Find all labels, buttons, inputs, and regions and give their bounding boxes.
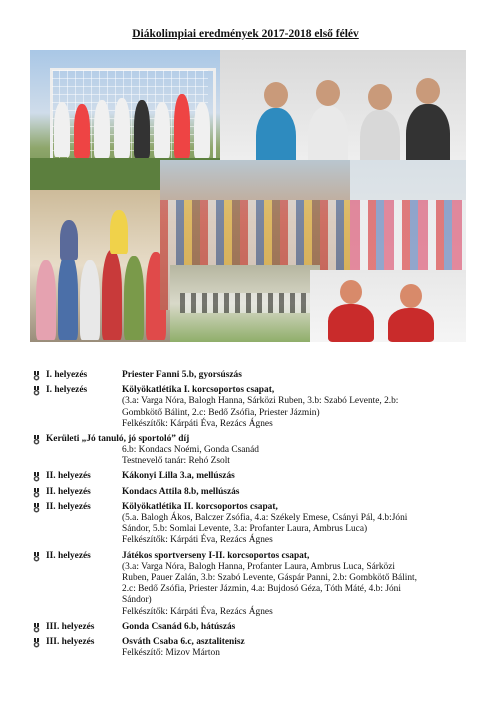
result-details — [122, 385, 473, 430]
result-details — [122, 487, 473, 498]
result-line: Gombkötő Bálint, 2.c: Bedő Zsófia, Priester Jázmin) — [122, 407, 320, 418]
result-title: Osváth Csaba 6.c, asztalitenisz — [122, 637, 245, 648]
photo-collage — [30, 50, 466, 342]
medal-icon — [33, 488, 40, 498]
result-line: 6.b: Kondacs Noémi, Gonda Csanád — [122, 445, 259, 456]
result-details — [122, 637, 473, 659]
result-line: 2.c: Bedő Zsófia, Priester Jázmin, 4.a: Bujdosó Géza, Tóth Máté, 4.b: Jóni — [122, 584, 401, 595]
result-line: Felkészítők: Kárpáti Éva, Rezács Ágnes — [122, 535, 273, 546]
result-row — [33, 370, 473, 381]
medal-icon — [33, 435, 40, 445]
result-row — [33, 471, 473, 482]
medal-icon — [33, 386, 40, 396]
result-place: I. helyezés — [46, 370, 88, 380]
results-list — [33, 370, 473, 663]
medal-icon — [33, 638, 40, 648]
result-place: III. helyezés — [46, 637, 95, 648]
result-place: I. helyezés — [46, 385, 88, 396]
result-place: II. helyezés — [46, 471, 91, 482]
result-place: II. helyezés — [46, 501, 91, 512]
result-row — [33, 434, 473, 467]
result-title: Priester Fanni 5.b, gyorsúszás — [122, 370, 242, 380]
result-line: Felkészítők: Kárpáti Éva, Rezács Ágnes — [122, 606, 273, 617]
result-row — [33, 551, 473, 618]
result-row — [33, 385, 473, 430]
result-details — [122, 471, 473, 482]
result-line: Ruben, Pauer Zalán, 3.b: Szabó Levente, Gáspár Panni, 2.b: Gombkötő Bálint, — [122, 573, 417, 584]
result-line: (5.a. Balogh Ákos, Balczer Zsófia, 4.a: Székely Emese, Csányi Pál, 4.b:Jóni — [122, 513, 408, 524]
result-details — [122, 622, 473, 633]
result-row — [33, 637, 473, 659]
result-title: Játékos sportverseny I-II. korcsoportos csapat, — [122, 550, 310, 561]
result-title: Kondacs Attila 8.b, mellúszás — [122, 486, 240, 497]
result-line: Felkészítő: Mizov Márton — [122, 648, 220, 659]
result-line: Sándor, 5.b: Somlai Levente, 3.a: Profanter Laura, Ambrus Luca) — [122, 524, 368, 535]
photo-gym-hall — [170, 265, 320, 342]
result-line: Sándor) — [122, 595, 152, 606]
result-place: II. helyezés — [46, 486, 91, 497]
photo-medal-winners — [220, 50, 466, 170]
result-title: Kákonyi Lilla 3.a, mellúszás — [122, 471, 235, 482]
result-details — [122, 551, 473, 618]
result-title: Kölyökatlétika II. korcsoportos csapat, — [122, 501, 278, 512]
result-row — [33, 487, 473, 498]
photo-kids-group — [30, 190, 180, 342]
medal-icon — [33, 552, 40, 562]
result-details — [122, 370, 473, 381]
medal-icon — [33, 371, 40, 381]
medal-icon — [33, 472, 40, 482]
medal-icon — [33, 623, 40, 633]
result-title: Gonda Csanád 6.b, hátúszás — [122, 621, 236, 632]
result-place: III. helyezés — [46, 621, 95, 632]
page-title: Diákolimpiai eredmények 2017-2018 első félév — [132, 28, 359, 40]
result-place: Kerületi „Jó tanuló, jó sportoló” díj — [46, 434, 190, 445]
result-title: Kölyökatlétika I. korcsoportos csapat, — [122, 385, 275, 396]
result-row — [33, 622, 473, 633]
result-line: (3.a: Varga Nóra, Balogh Hanna, Profanter Laura, Ambrus Luca, Sárközi — [122, 561, 396, 572]
result-line: (3.a: Varga Nóra, Balogh Hanna, Sárközi Ruben, 3.b: Szabó Levente, 2.b: — [122, 396, 399, 407]
medal-icon — [33, 503, 40, 513]
result-details — [122, 502, 473, 547]
result-line: Felkészítők: Kárpáti Éva, Rezács Ágnes — [122, 418, 273, 429]
result-line: Testnevelő tanár: Rehó Zsolt — [122, 456, 230, 467]
result-row — [33, 502, 473, 547]
result-place: II. helyezés — [46, 550, 91, 561]
photo-two-girls — [310, 270, 466, 342]
